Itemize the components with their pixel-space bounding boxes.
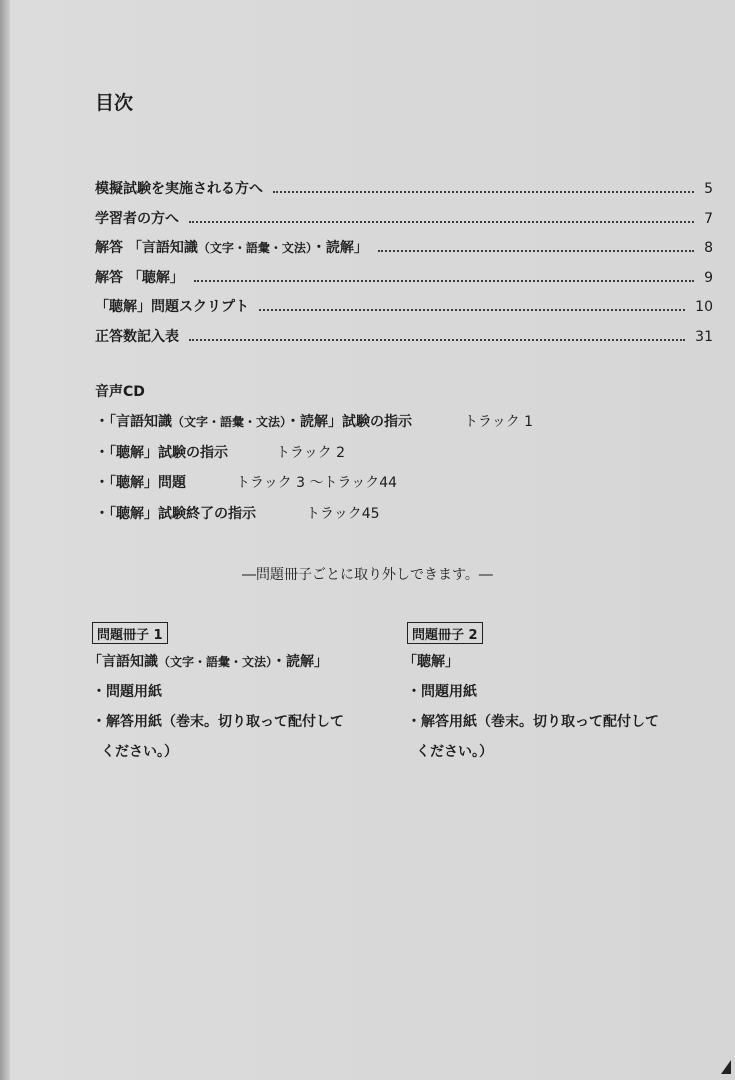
cd-label-part: ・「言語知識 — [95, 414, 172, 430]
cd-track-item — [95, 411, 655, 442]
toc-leader-dots — [259, 308, 685, 311]
cd-item-label — [95, 414, 412, 430]
page-title: 目次 — [95, 92, 134, 114]
toc-leader-dots — [189, 338, 685, 341]
subject-part: 「言語知識 — [88, 654, 158, 670]
toc-leader-dots — [378, 249, 694, 252]
cd-heading: 音声CD — [95, 384, 145, 400]
detachable-note: ―問題冊子ごとに取り外しできます。― — [242, 567, 493, 583]
cd-track-number: トラック 1 — [464, 414, 534, 430]
toc-leader-dots — [273, 190, 694, 193]
cd-item-label: ・「聴解」問題 — [95, 475, 186, 491]
toc-page-number: 7 — [704, 210, 713, 227]
table-of-contents — [95, 178, 713, 355]
toc-page-number: 9 — [704, 269, 713, 286]
cd-item-label: ・「聴解」試験の指示 — [95, 444, 228, 461]
booklet-subject — [88, 651, 408, 681]
toc-label-part: 解答 「言語知識 — [95, 240, 198, 256]
toc-page-number: 10 — [695, 299, 713, 315]
subject-part: （文字・語彙・文法） — [158, 655, 273, 669]
booklet-tag: 問題冊子 2 — [407, 622, 483, 644]
toc-page-number: 8 — [704, 240, 713, 256]
audio-cd-section — [95, 381, 655, 533]
toc-leader-dots — [189, 220, 694, 223]
toc-label: 解答 「聴解」 — [95, 269, 184, 286]
toc-row[interactable] — [95, 296, 713, 326]
toc-row[interactable] — [95, 178, 713, 208]
booklet-item-continued: ください。） — [416, 744, 493, 760]
toc-page-number: 5 — [704, 181, 713, 197]
toc-label-part: ・読解」 — [311, 240, 368, 256]
booklet-subject: 「聴解」 — [403, 654, 459, 670]
booklet-1 — [88, 622, 408, 771]
cd-track-number: トラック45 — [306, 505, 380, 522]
toc-page-number: 31 — [695, 328, 713, 345]
toc-row[interactable] — [95, 237, 713, 267]
booklet-item: ・問題用紙 — [92, 684, 162, 700]
toc-leader-dots — [194, 279, 694, 282]
cd-label-part: ・読解」試験の指示 — [286, 414, 413, 430]
toc-label: 正答数記入表 — [95, 328, 179, 345]
cd-track-number: トラック 3 ～トラック44 — [236, 475, 398, 491]
cd-item-label: ・「聴解」試験終了の指示 — [95, 505, 256, 522]
booklet-item: ・解答用紙（巻末。切り取って配付して — [407, 714, 659, 730]
page-corner-mark — [721, 1060, 731, 1074]
cd-track-item — [95, 442, 655, 473]
toc-label: 「聴解」問題スクリプト — [95, 299, 249, 315]
toc-label — [95, 237, 368, 257]
booklet-item-continued: ください。） — [101, 744, 178, 760]
toc-label: 模擬試験を実施される方へ — [95, 181, 263, 197]
booklet-2 — [403, 622, 723, 771]
booklet-tag: 問題冊子 1 — [92, 622, 168, 644]
toc-label: 学習者の方へ — [95, 210, 179, 227]
cd-label-part: （文字・語彙・文法） — [172, 415, 287, 429]
cd-track-number: トラック 2 — [276, 444, 346, 461]
booklet-item: ・問題用紙 — [407, 684, 477, 700]
toc-row[interactable] — [95, 208, 713, 238]
booklet-item: ・解答用紙（巻末。切り取って配付して — [92, 714, 344, 730]
toc-row[interactable] — [95, 326, 713, 356]
toc-label-part: （文字・語彙・文法） — [197, 241, 312, 255]
subject-part: ・読解」 — [272, 654, 329, 670]
cd-track-item — [95, 503, 655, 534]
toc-row[interactable] — [95, 267, 713, 297]
page-edge — [0, 0, 10, 1080]
cd-track-item — [95, 472, 655, 503]
